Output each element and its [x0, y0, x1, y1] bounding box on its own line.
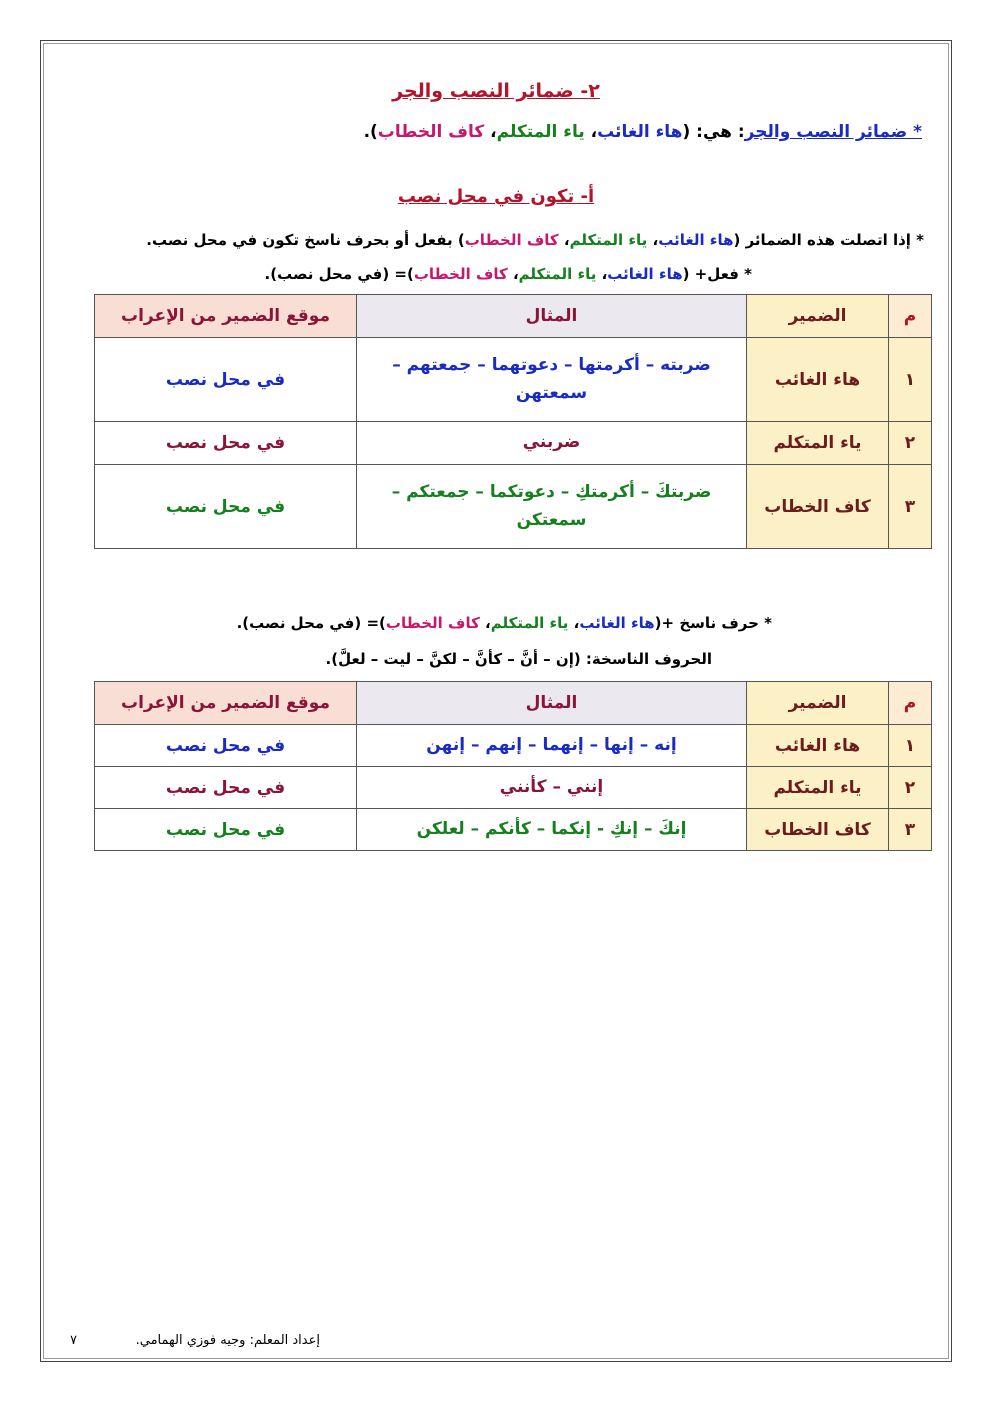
row-position: في محل نصب [95, 465, 357, 549]
row-num: ٢ [889, 767, 932, 809]
row-example: ضربته – أكرمتها – دعوتهما – جمعتهم – سمعتهن [357, 338, 747, 422]
row-pronoun: كاف الخطاب [747, 465, 889, 549]
row-position: في محل نصب [95, 338, 357, 422]
footer-author: إعداد المعلم: وجيه فوزي الهمامي. [135, 1333, 320, 1348]
row-num: ٣ [889, 465, 932, 549]
table-header-row [95, 682, 932, 725]
row-pronoun: هاء الغائب [747, 338, 889, 422]
definition-line: * ضمائر النصب والجر: هي: (هاء الغائب، ياء المتكلم، كاف الخطاب). [363, 122, 922, 142]
verb-rule-line: * فعل+ (هاء الغائب، ياء المتكلم، كاف الخطاب)= (في محل نصب). [264, 265, 752, 283]
row-position: في محل نصب [95, 767, 357, 809]
header-example: المثال [357, 295, 747, 338]
row-num: ١ [889, 725, 932, 767]
verb-pronouns-table [94, 294, 932, 549]
row-position: في محل نصب [95, 422, 357, 465]
row-example: ضربتكَ – أكرمتكِ – دعوتكما – جمعتكم – سمعتكن [357, 465, 747, 549]
row-num: ٢ [889, 422, 932, 465]
item-yaa: ياء المتكلم [496, 122, 585, 142]
particle-rule-line: * حرف ناسخ +(هاء الغائب، ياء المتكلم، كاف الخطاب)= (في محل نصب). [236, 614, 772, 632]
row-pronoun: ياء المتكلم [747, 422, 889, 465]
header-num: م [889, 295, 932, 338]
row-num: ٣ [889, 809, 932, 851]
subsection-title: أ- تكون في محل نصب [397, 186, 595, 207]
table-row [95, 767, 932, 809]
header-position: موقع الضمير من الإعراب [95, 682, 357, 725]
header-pronoun: الضمير [747, 682, 889, 725]
item-kaf: كاف الخطاب [377, 122, 485, 142]
header-example: المثال [357, 682, 747, 725]
item-haa: هاء الغائب [597, 122, 683, 142]
row-pronoun: هاء الغائب [747, 725, 889, 767]
header-position: موقع الضمير من الإعراب [95, 295, 357, 338]
table-row [95, 725, 932, 767]
particles-list: الحروف الناسخة: (إن – أنَّ – كأنَّ – لكنَّ – ليت – لعلَّ). [325, 650, 712, 668]
header-num: م [889, 682, 932, 725]
row-example: إنني – كأنني [357, 767, 747, 809]
row-example: إنكَ – إنكِ - إنكما – كأنكم – لعلكن [357, 809, 747, 851]
rule-line: * إذا اتصلت هذه الضمائر (هاء الغائب، ياء المتكلم، كاف الخطاب) بفعل أو بحرف ناسخ تكون في محل نصب. [146, 231, 924, 249]
row-position: في محل نصب [95, 725, 357, 767]
table-header-row [95, 295, 932, 338]
table-row [95, 465, 932, 549]
row-example: ضربني [357, 422, 747, 465]
definition-lead: * ضمائر النصب والجر [744, 122, 922, 142]
row-pronoun: كاف الخطاب [747, 809, 889, 851]
row-example: إنه – إنها – إنهما – إنهم – إنهن [357, 725, 747, 767]
table-row [95, 338, 932, 422]
page-number: ٧ [70, 1333, 77, 1348]
row-num: ١ [889, 338, 932, 422]
section-title: ٢- ضمائر النصب والجر [392, 80, 600, 102]
header-pronoun: الضمير [747, 295, 889, 338]
table-row [95, 422, 932, 465]
particle-pronouns-table [94, 681, 932, 851]
row-position: في محل نصب [95, 809, 357, 851]
table-row [95, 809, 932, 851]
row-pronoun: ياء المتكلم [747, 767, 889, 809]
